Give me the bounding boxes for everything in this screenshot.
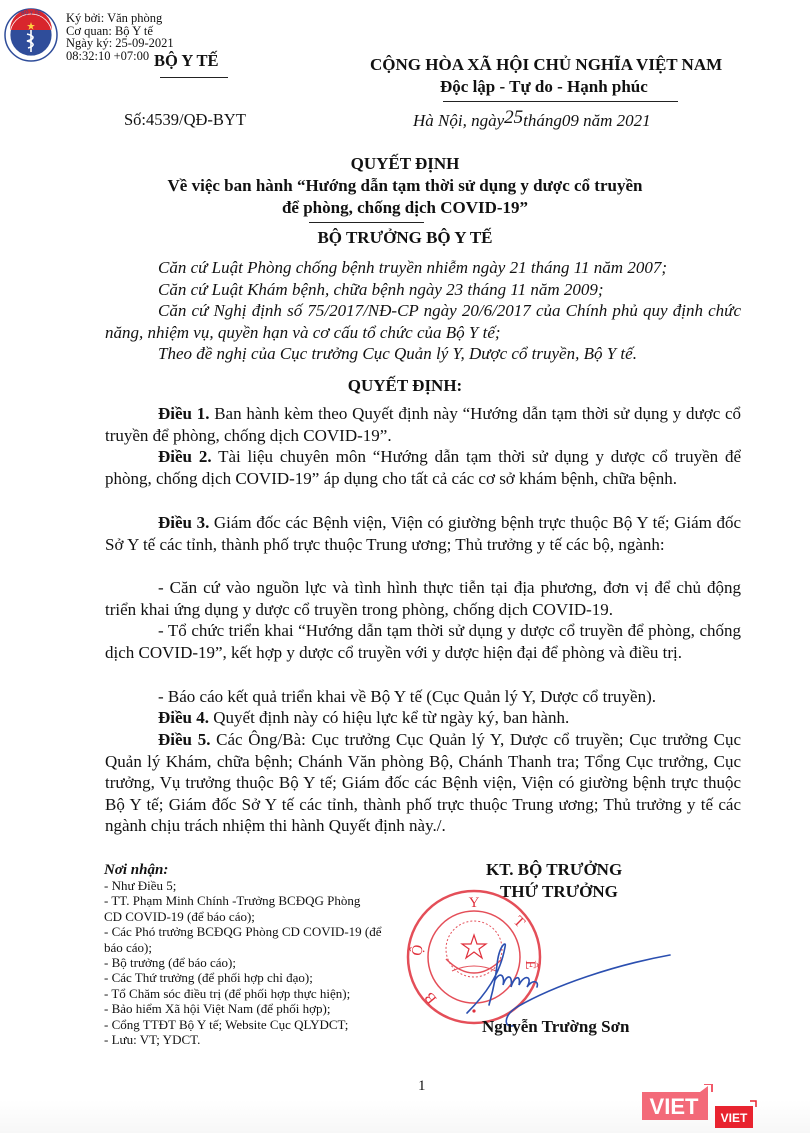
recipient-item: - Tổ Chăm sóc điều trị (để phối hợp thực hiện); <box>104 985 351 1001</box>
svg-text:VIET: VIET <box>720 1111 748 1125</box>
article-text: - Căn cứ vào nguồn lực và tình hình thực tiễn tại địa phương, đơn vị để chủ động triển khai ứng dụng y dược cổ truyền trong phòng, chống dịch COVID-19. <box>105 578 741 619</box>
svg-text:B: B <box>421 988 441 1007</box>
article-4 <box>105 707 741 729</box>
legal-basis-1: Căn cứ Luật Phòng chống bệnh truyền nhiễm ngày 21 tháng 11 năm 2007; <box>158 258 667 277</box>
article-text: Các Ông/Bà: Cục trưởng Cục Quản lý Y, Dược cổ truyền; Cục trưởng Cục Quản lý Khám, chữa bệnh; Chánh Văn phòng Bộ, Chánh Thanh tra; Tổng Cục trưởng, Cục trưởng, Vụ trưởng thuộc Bộ Y tế; Giám đốc các Bệnh viện, Viện có giường bệnh trực thuộc Bộ Y tế; Giám đốc Sở Y tế các tỉnh, thành phố trực thuộc Trung ương; Thủ trưởng y tế các ngành chịu trách nhiệm thi hành Quyết định này./. <box>105 730 741 836</box>
legal-basis-4: Theo đề nghị của Cục trưởng Cục Quản lý Y, Dược cổ truyền, Bộ Y tế. <box>158 344 637 363</box>
svg-text:Y: Y <box>468 895 480 911</box>
svg-text:BỘ Y TẾ: BỘ Y TẾ <box>21 10 41 17</box>
article-3-item-2 <box>105 620 741 663</box>
svg-text:Ộ: Ộ <box>409 943 427 958</box>
article-text: Giám đốc các Bệnh viện, Viện có giường bệnh trực thuộc Bộ Y tế; Giám đốc Sở Y tế các tỉnh, thành phố trực thuộc Trung ương; Thủ trưởng y tế các bộ, ngành: <box>105 513 742 554</box>
signer-title: KT. BỘ TRƯỞNG <box>486 860 623 879</box>
article-3-item-1 <box>105 577 741 620</box>
vietnamnet-watermark-logo <box>640 1084 770 1129</box>
svg-text:Ế: Ế <box>522 960 538 970</box>
article-label: Điều 5. <box>158 730 211 749</box>
recipient-item: - TT. Phạm Minh Chính -Trưởng BCĐQG Phòng CD COVID-19 (để báo cáo); <box>104 893 361 924</box>
place-and-date <box>413 107 651 132</box>
issuing-organization: BỘ Y TẾ <box>154 51 219 70</box>
page-number: 1 <box>418 1078 426 1094</box>
article-text: Ban hành kèm theo Quyết định này “Hướng dẫn tạm thời sử dụng y dược cổ truyền để phòng, chống dịch COVID-19”. <box>105 404 742 445</box>
article-label: Điều 2. <box>158 447 212 466</box>
legal-basis-2: Căn cứ Luật Khám bệnh, chữa bệnh ngày 23 tháng 11 năm 2009; <box>158 280 604 299</box>
signed-by: Ký bởi: Văn phòng <box>66 11 163 25</box>
date-month: 09 <box>561 111 579 130</box>
date-prefix: Hà Nội, ngày <box>413 111 505 130</box>
article-5 <box>105 729 741 837</box>
divider <box>160 77 228 78</box>
recipient-item: - Cổng TTĐT Bộ Y tế; Website Cục QLYDCT; <box>104 1016 349 1032</box>
date-month-label: tháng <box>523 111 562 130</box>
divider <box>309 222 424 223</box>
article-2 <box>105 446 741 489</box>
date-year: năm 2021 <box>578 111 651 130</box>
recipient-item: - Các Thứ trưởng (để phối hợp chỉ đạo); <box>104 970 313 986</box>
recipient-item: - Các Phó trưởng BCĐQG Phòng CD COVID-19 (để báo cáo); <box>104 924 382 955</box>
document-number: Số:4539/QĐ-BYT <box>124 110 246 129</box>
signing-agency: Cơ quan: Bộ Y tế <box>66 23 153 38</box>
article-text: Quyết định này có hiệu lực kể từ ngày ký, ban hành. <box>209 708 570 727</box>
issuing-authority: BỘ TRƯỞNG BỘ Y TẾ <box>317 228 493 247</box>
recipients-heading: Nơi nhận: <box>104 862 169 878</box>
legal-basis-3: Căn cứ Nghị định số 75/2017/NĐ-CP ngày 20/6/2017 của Chính phủ quy định chức năng, nhiệm vụ, quyền hạn và cơ cấu tổ chức của Bộ Y tế; <box>105 301 741 342</box>
recipient-item: - Bộ trưởng (để báo cáo); <box>104 955 236 971</box>
article-text: - Tổ chức triển khai “Hướng dẫn tạm thời sử dụng y dược cổ truyền để phòng, chống dịch COVID-19”, kết hợp y dược cổ truyền với y dược hiện đại để phòng và điều trị. <box>105 621 741 662</box>
signer-position: THỨ TRƯỞNG <box>500 882 618 901</box>
svg-text:VIET: VIET <box>649 1094 699 1119</box>
national-title: CỘNG HÒA XÃ HỘI CHỦ NGHĨA VIỆT NAM <box>370 55 723 74</box>
article-label: Điều 4. <box>158 708 209 727</box>
article-label: Điều 1. <box>158 404 210 423</box>
document-subject-line1: Về việc ban hành “Hướng dẫn tạm thời sử dụng y dược cổ truyền <box>167 176 643 195</box>
article-text: - Báo cáo kết quả triển khai về Bộ Y tế (Cục Quản lý Y, Dược cổ truyền). <box>158 687 656 706</box>
svg-text:T: T <box>509 913 528 932</box>
signing-time: 08:32:10 +07:00 <box>66 48 150 63</box>
document-title: QUYẾT ĐỊNH <box>350 154 460 173</box>
signer-name: Nguyễn Trường Sơn <box>482 1017 630 1036</box>
article-3 <box>105 512 741 555</box>
article-1 <box>105 403 741 446</box>
ministry-of-health-emblem-icon <box>4 8 58 62</box>
date-day: 25 <box>504 107 524 128</box>
recipient-item: - Lưu: VT; YDCT. <box>104 1032 201 1048</box>
recipient-item: - Như Điều 5; <box>104 878 177 893</box>
recipient-item: - Bảo hiểm Xã hội Việt Nam (để phối hợp); <box>104 1001 331 1017</box>
document-subject-line2: để phòng, chống dịch COVID-19” <box>281 198 529 217</box>
article-text: Tài liệu chuyên môn “Hướng dẫn tạm thời sử dụng y dược cổ truyền để phòng, chống dịch COVID-19” áp dụng cho tất cả các cơ sở khám bệnh, chữa bệnh. <box>105 447 741 488</box>
article-3-item-3 <box>105 686 741 708</box>
recipients-list <box>104 862 386 1047</box>
article-label: Điều 3. <box>158 513 210 532</box>
national-motto: Độc lập - Tự do - Hạnh phúc <box>440 77 648 96</box>
signing-date: Ngày ký: 25-09-2021 <box>66 36 174 50</box>
decision-heading: QUYẾT ĐỊNH: <box>347 376 463 395</box>
divider <box>443 101 678 102</box>
